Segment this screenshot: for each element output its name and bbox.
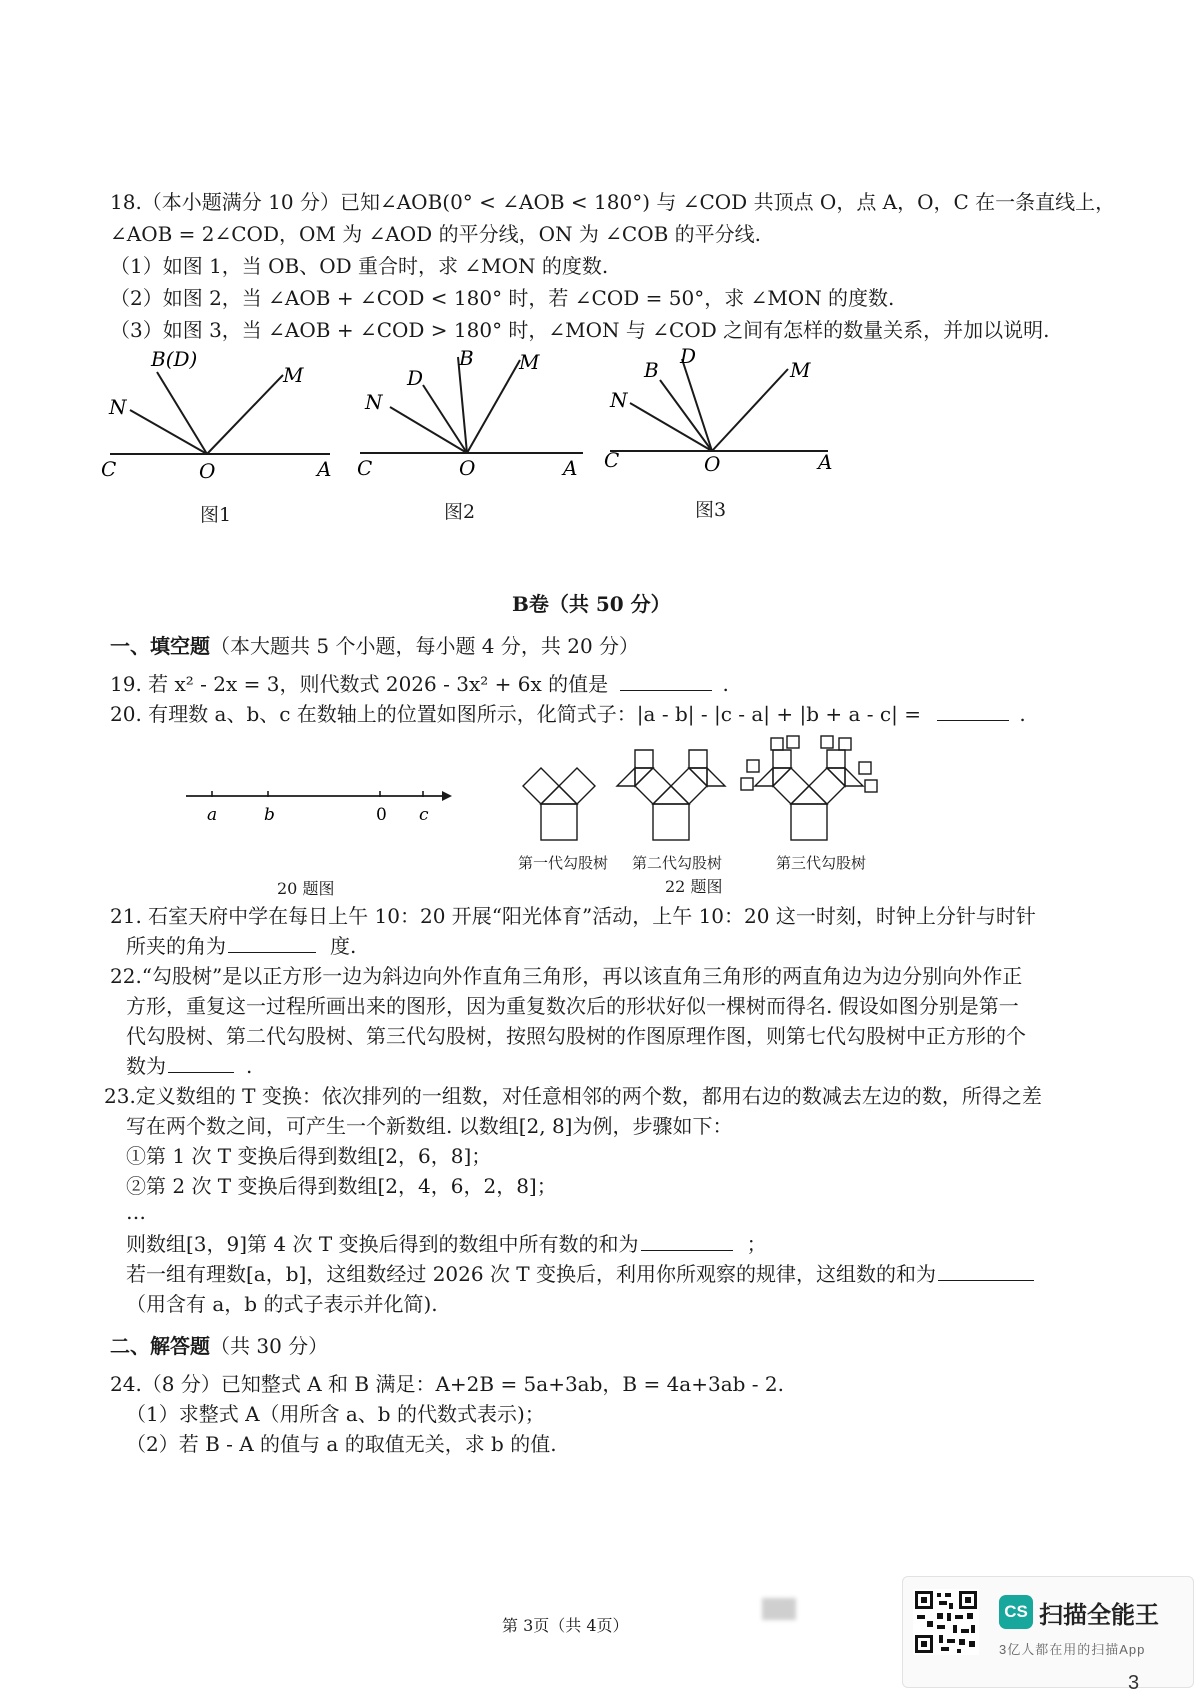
q24-part2: （2）若 B - A 的值与 a 的取值无关，求 b 的值. [126, 1432, 557, 1456]
part2-note: （共 30 分） [210, 1334, 329, 1358]
figure-1 [95, 350, 365, 500]
fig2-label-a: A [563, 456, 578, 480]
tree-caption-gen3: 第三代勾股树 [776, 854, 867, 872]
q21-text-a: 所夹的角为 [126, 934, 226, 958]
q18-part3: （3）如图 3，当 ∠AOB + ∠COD > 180° 时，∠MON 与 ∠COD 之间有怎样的数量关系，并加以说明. [110, 318, 1050, 342]
figure-3-caption: 图3 [695, 499, 727, 521]
q22-figure-caption: 22 题图 [665, 877, 723, 896]
q20-answer-blank[interactable] [937, 700, 1009, 721]
q19 [110, 670, 729, 698]
q18-part2: （2）如图 2，当 ∠AOB + ∠COD < 180° 时，若 ∠COD = 50°，求 ∠MON 的度数. [110, 286, 895, 310]
tree-gen3 [741, 736, 877, 840]
fig2-label-c: C [357, 456, 373, 480]
tree-caption-gen2: 第二代勾股树 [632, 854, 723, 872]
q23-answer-blank-1[interactable] [641, 1230, 733, 1251]
q22-line3: 代勾股树、第二代勾股树、第三代勾股树，按照勾股树的作图原理作图，则第七代勾股树中正方形的个 [126, 1024, 1026, 1048]
q23-line1: 23.定义数组的 T 变换：依次排列的一组数，对任意相邻的两个数，都用右边的数减去左边的数，所得之差 [104, 1084, 1042, 1108]
q18-line2: ∠AOB = 2∠COD，OM 为 ∠AOD 的平分线，ON 为 ∠COB 的平分线. [110, 222, 762, 246]
tree-gen2 [617, 750, 725, 840]
q19-answer-blank[interactable] [620, 670, 712, 691]
q24-line1: 24.（8 分）已知整式 A 和 B 满足：A+2B = 5a+3ab，B = 4a+3ab - 2. [110, 1372, 784, 1396]
part1-note: （本大题共 5 个小题，每小题 4 分，共 20 分） [210, 634, 640, 658]
tree-gen1 [523, 768, 595, 840]
q23-line7: （用含有 a，b 的式子表示并化简). [126, 1292, 438, 1316]
q22-line1: 22.“勾股树”是以正方形一边为斜边向外作直角三角形，再以该直角三角形的两直角边为边分别向外作正 [110, 964, 1023, 988]
q23-line6 [126, 1260, 1034, 1288]
badge-tagline: 3亿人都在用的扫描App [999, 1642, 1146, 1657]
part2-title: 二、解答题 [110, 1334, 210, 1358]
q22-text-a: 数为 [126, 1054, 166, 1078]
fig3-label-o: O [704, 452, 721, 476]
q20-figure-caption: 20 题图 [277, 879, 335, 898]
fig1-label-o: O [199, 459, 216, 483]
q21-answer-blank[interactable] [228, 932, 316, 953]
q21-text-b: 度. [330, 934, 357, 958]
figure-1-caption: 图1 [200, 504, 232, 526]
fig2-label-m: M [519, 350, 540, 374]
fig3-label-c: C [604, 448, 620, 472]
fig3-label-n: N [610, 388, 628, 412]
q23-line2: 写在两个数之间，可产生一个新数组. 以数组[2, 8]为例，步骤如下： [126, 1114, 733, 1138]
part2-heading [110, 1332, 328, 1360]
fig2-label-d: D [407, 366, 424, 390]
figure-2 [355, 345, 625, 495]
q21-line1: 21. 石室天府中学在每日上午 10：20 开展“阳光体育”活动，上午 10：20 这一时刻，时钟上分针与时针 [110, 904, 1036, 928]
q22-line2: 方形，重复这一过程所画出来的图形，因为重复数次后的形状好似一棵树而得名. 假设如图分别是第一 [126, 994, 1019, 1018]
part1-title: 一、填空题 [110, 634, 210, 658]
page-number: 第 3页（共 4页） [502, 1616, 629, 1635]
numberline-label-b: b [264, 805, 275, 825]
tree-caption-gen1: 第一代勾股树 [518, 854, 609, 872]
fig1-label-bd: B(D) [151, 350, 198, 371]
scanner-watermark-badge [902, 1576, 1194, 1688]
q19-end: . [722, 672, 729, 696]
camscanner-logo-icon: CS [999, 1595, 1033, 1629]
fig3-label-m: M [790, 358, 811, 382]
q18-part1: （1）如图 1，当 OB、OD 重合时，求 ∠MON 的度数. [110, 254, 609, 278]
section-b-title: B卷（共 50 分） [512, 592, 671, 616]
q23-step2: ②第 2 次 T 变换后得到数组[2，4，6，2，8]； [126, 1174, 557, 1198]
q20-end: . [1019, 702, 1026, 726]
q20 [110, 700, 1026, 728]
fig2-label-o: O [459, 456, 476, 480]
fig1-label-m: M [283, 363, 304, 387]
q23-step1: ①第 1 次 T 变换后得到数组[2，6，8]； [126, 1144, 492, 1168]
badge-brand: 扫描全能王 [1039, 1602, 1159, 1629]
q22-text-b: . [246, 1054, 253, 1078]
numberline-label-c: c [419, 805, 429, 825]
q23-text-b: ； [746, 1232, 767, 1256]
q23-answer-blank-2[interactable] [938, 1260, 1034, 1281]
figure-2-caption: 图2 [444, 501, 476, 523]
blurred-mark [762, 1598, 796, 1620]
corner-page-mark: 3 [1128, 1672, 1140, 1694]
fig1-label-c: C [101, 457, 117, 481]
numberline-label-zero: 0 [376, 805, 387, 825]
fig2-label-b: B [459, 346, 474, 370]
fig2-label-n: N [365, 390, 383, 414]
numberline-label-a: a [207, 805, 218, 825]
q24-part1: （1）求整式 A（用所含 a、b 的代数式表示)； [126, 1402, 545, 1426]
number-line [180, 780, 470, 830]
pythagoras-trees [505, 730, 905, 850]
qr-code-icon [913, 1589, 979, 1655]
q23-line5 [126, 1230, 767, 1258]
figure-3 [600, 345, 870, 495]
fig3-label-a: A [818, 450, 833, 474]
q20-text: 20. 有理数 a、b、c 在数轴上的位置如图所示，化简式子：|a - b| - |c - a| + |b + a - c| = [110, 702, 921, 726]
q18-line1: 18.（本小题满分 10 分）已知∠AOB(0° < ∠AOB < 180°) 与 ∠COD 共顶点 O，点 A，O，C 在一条直线上， [110, 190, 1116, 214]
q23-text-c: 若一组有理数[a，b]，这组数经过 2026 次 T 变换后，利用你所观察的规律，这组数的和为 [126, 1262, 936, 1286]
fig3-label-d: D [680, 345, 697, 368]
q23-ellipsis: … [126, 1200, 146, 1224]
q22-answer-blank[interactable] [168, 1052, 234, 1073]
part1-heading [110, 632, 639, 660]
q22-line4 [126, 1052, 252, 1080]
fig1-label-n: N [109, 395, 127, 419]
q19-text: 19. 若 x² - 2x = 3，则代数式 2026 - 3x² + 6x 的值是 [110, 672, 609, 696]
q21-line2 [126, 932, 356, 960]
fig3-label-b: B [644, 358, 659, 382]
fig1-label-a: A [317, 457, 332, 481]
q23-text-a: 则数组[3，9]第 4 次 T 变换后得到的数组中所有数的和为 [126, 1232, 639, 1256]
